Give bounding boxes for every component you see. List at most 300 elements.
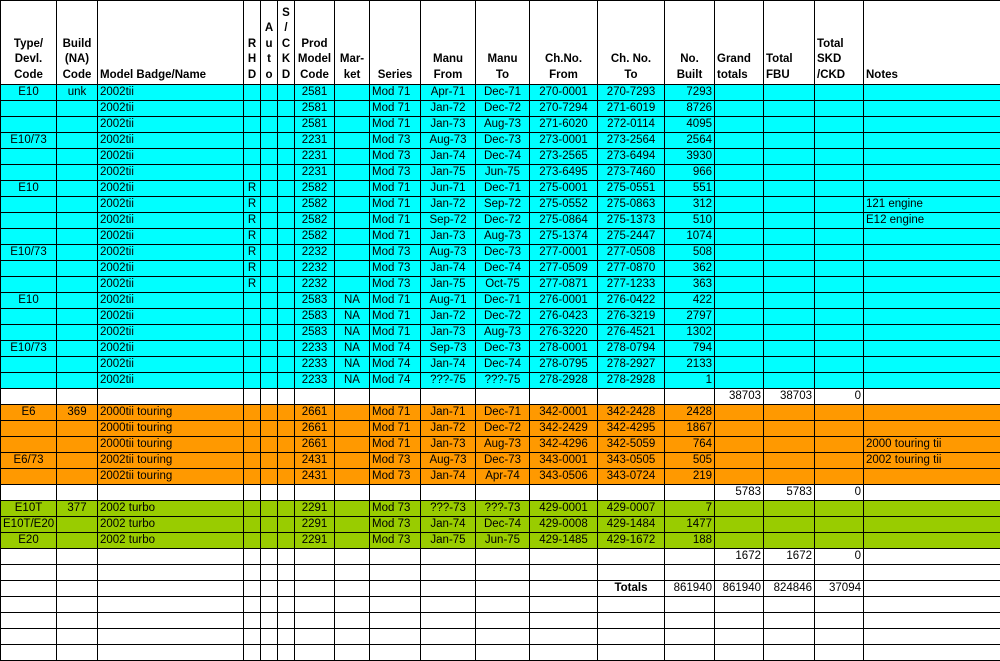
cell-skd — [815, 597, 864, 613]
cell-model: 2002tii — [98, 261, 244, 277]
cell-chto: 278-2928 — [598, 373, 665, 389]
cell-grand — [715, 133, 764, 149]
cell-rhd: R — [244, 245, 261, 261]
cell-rhd — [244, 133, 261, 149]
cell-to — [476, 613, 530, 629]
cell-model: 2002tii — [98, 245, 244, 261]
cell-auto — [261, 101, 278, 117]
table-row — [1, 501, 1000, 517]
cell-fbu — [764, 437, 815, 453]
cell-prod — [295, 389, 335, 405]
cell-fbu — [764, 325, 815, 341]
cell-type: E10/73 — [1, 341, 57, 357]
cell-grand — [715, 245, 764, 261]
cell-chto: 276-3219 — [598, 309, 665, 325]
cell-sckd — [278, 549, 295, 565]
cell-model: 2002 turbo — [98, 501, 244, 517]
cell-prod: 2581 — [295, 117, 335, 133]
cell-type — [1, 629, 57, 645]
cell-prod: 2582 — [295, 181, 335, 197]
cell-from: Jan-72 — [421, 197, 476, 213]
cell-chfrom: 429-1485 — [530, 533, 598, 549]
cell-sckd — [278, 405, 295, 421]
cell-auto — [261, 309, 278, 325]
cell-auto — [261, 405, 278, 421]
header-fbu: Total FBU — [764, 1, 815, 85]
cell-type — [1, 421, 57, 437]
cell-built: 794 — [665, 341, 715, 357]
table-row — [1, 565, 1000, 581]
cell-rhd — [244, 549, 261, 565]
cell-series — [370, 389, 421, 405]
cell-series: Mod 71 — [370, 437, 421, 453]
cell-auto — [261, 341, 278, 357]
cell-notes — [864, 341, 1000, 357]
cell-build — [57, 245, 98, 261]
cell-rhd: R — [244, 197, 261, 213]
cell-from: Sep-72 — [421, 213, 476, 229]
cell-built: 1477 — [665, 517, 715, 533]
cell-notes — [864, 165, 1000, 181]
cell-sckd — [278, 485, 295, 501]
cell-to — [476, 389, 530, 405]
cell-notes — [864, 581, 1000, 597]
cell-to: Aug-73 — [476, 437, 530, 453]
cell-from: Jan-73 — [421, 325, 476, 341]
cell-type — [1, 357, 57, 373]
cell-notes — [864, 85, 1000, 101]
cell-chto: 278-2927 — [598, 357, 665, 373]
cell-market — [335, 181, 370, 197]
cell-grand: 38703 — [715, 389, 764, 405]
cell-type — [1, 469, 57, 485]
cell-chto: 276-4521 — [598, 325, 665, 341]
cell-auto — [261, 389, 278, 405]
cell-skd — [815, 165, 864, 181]
cell-from: Jan-75 — [421, 533, 476, 549]
cell-model: 2002tii — [98, 197, 244, 213]
cell-auto — [261, 453, 278, 469]
cell-fbu — [764, 117, 815, 133]
cell-built: 2797 — [665, 309, 715, 325]
cell-sckd — [278, 293, 295, 309]
cell-market — [335, 549, 370, 565]
cell-sckd — [278, 373, 295, 389]
cell-type — [1, 261, 57, 277]
cell-market — [335, 453, 370, 469]
cell-auto — [261, 517, 278, 533]
cell-prod: 2582 — [295, 229, 335, 245]
cell-prod: 2231 — [295, 165, 335, 181]
cell-from: ???-75 — [421, 373, 476, 389]
cell-series: Mod 73 — [370, 149, 421, 165]
cell-model: 2002 turbo — [98, 533, 244, 549]
cell-type — [1, 309, 57, 325]
cell-series — [370, 565, 421, 581]
cell-chfrom — [530, 629, 598, 645]
cell-market — [335, 277, 370, 293]
cell-chfrom — [530, 613, 598, 629]
cell-to: Dec-71 — [476, 293, 530, 309]
cell-rhd: R — [244, 213, 261, 229]
cell-to — [476, 565, 530, 581]
cell-to: Aug-73 — [476, 325, 530, 341]
cell-model: 2002tii — [98, 133, 244, 149]
cell-series: Mod 71 — [370, 85, 421, 101]
cell-market — [335, 485, 370, 501]
cell-skd — [815, 309, 864, 325]
cell-auto — [261, 437, 278, 453]
cell-fbu — [764, 261, 815, 277]
cell-series — [370, 485, 421, 501]
cell-notes — [864, 533, 1000, 549]
cell-chto: 342-5059 — [598, 437, 665, 453]
cell-prod: 2583 — [295, 293, 335, 309]
header-sckd: S / C K D — [278, 1, 295, 85]
cell-skd — [815, 293, 864, 309]
cell-fbu: 1672 — [764, 549, 815, 565]
cell-from: Jan-74 — [421, 149, 476, 165]
cell-chto — [598, 629, 665, 645]
cell-rhd — [244, 293, 261, 309]
cell-market — [335, 613, 370, 629]
cell-to: ???-75 — [476, 373, 530, 389]
cell-prod: 2661 — [295, 421, 335, 437]
cell-market: NA — [335, 293, 370, 309]
cell-grand — [715, 597, 764, 613]
cell-series: Mod 74 — [370, 373, 421, 389]
cell-series: Mod 71 — [370, 405, 421, 421]
cell-chto: 273-7460 — [598, 165, 665, 181]
cell-sckd — [278, 197, 295, 213]
cell-from: Jan-73 — [421, 117, 476, 133]
table-row — [1, 277, 1000, 293]
cell-grand — [715, 149, 764, 165]
cell-build — [57, 389, 98, 405]
cell-type — [1, 213, 57, 229]
cell-built: 362 — [665, 261, 715, 277]
cell-market — [335, 501, 370, 517]
cell-chfrom: 343-0001 — [530, 453, 598, 469]
cell-fbu — [764, 533, 815, 549]
cell-build — [57, 453, 98, 469]
cell-sckd — [278, 309, 295, 325]
cell-model: 2002tii — [98, 165, 244, 181]
table-row — [1, 485, 1000, 501]
cell-chfrom: 429-0001 — [530, 501, 598, 517]
cell-sckd — [278, 437, 295, 453]
cell-chto: 343-0724 — [598, 469, 665, 485]
cell-built: 219 — [665, 469, 715, 485]
cell-series — [370, 549, 421, 565]
cell-series: Mod 71 — [370, 101, 421, 117]
cell-chto: 278-0794 — [598, 341, 665, 357]
cell-notes: E12 engine — [864, 213, 1000, 229]
cell-model: 2002tii touring — [98, 453, 244, 469]
cell-fbu — [764, 405, 815, 421]
cell-model: 2002tii — [98, 309, 244, 325]
cell-model: 2002tii — [98, 277, 244, 293]
cell-chfrom — [530, 565, 598, 581]
cell-chfrom — [530, 549, 598, 565]
cell-build — [57, 485, 98, 501]
cell-skd — [815, 517, 864, 533]
cell-to: Aug-73 — [476, 117, 530, 133]
cell-auto — [261, 293, 278, 309]
cell-auto — [261, 85, 278, 101]
cell-prod: 2291 — [295, 533, 335, 549]
cell-type: E6 — [1, 405, 57, 421]
cell-market — [335, 101, 370, 117]
cell-prod — [295, 549, 335, 565]
cell-from: Jun-71 — [421, 181, 476, 197]
cell-market — [335, 229, 370, 245]
table-row — [1, 373, 1000, 389]
cell-auto — [261, 261, 278, 277]
cell-market — [335, 149, 370, 165]
cell-auto — [261, 213, 278, 229]
cell-model — [98, 613, 244, 629]
cell-rhd: R — [244, 229, 261, 245]
cell-auto — [261, 181, 278, 197]
table-row — [1, 549, 1000, 565]
cell-prod: 2661 — [295, 405, 335, 421]
cell-skd — [815, 197, 864, 213]
cell-prod: 2581 — [295, 101, 335, 117]
cell-grand — [715, 85, 764, 101]
cell-chfrom: 429-0008 — [530, 517, 598, 533]
header-prod: Prod Model Code — [295, 1, 335, 85]
cell-built: 188 — [665, 533, 715, 549]
cell-from — [421, 389, 476, 405]
cell-auto — [261, 165, 278, 181]
cell-auto — [261, 485, 278, 501]
cell-rhd: R — [244, 181, 261, 197]
cell-prod: 2291 — [295, 517, 335, 533]
cell-skd — [815, 565, 864, 581]
cell-sckd — [278, 101, 295, 117]
cell-skd — [815, 501, 864, 517]
cell-grand — [715, 325, 764, 341]
cell-fbu — [764, 501, 815, 517]
cell-rhd — [244, 149, 261, 165]
cell-notes — [864, 149, 1000, 165]
cell-market — [335, 421, 370, 437]
cell-chfrom: 277-0871 — [530, 277, 598, 293]
cell-series: Mod 73 — [370, 517, 421, 533]
cell-series: Mod 73 — [370, 165, 421, 181]
cell-sckd — [278, 357, 295, 373]
table-row — [1, 197, 1000, 213]
table-row — [1, 389, 1000, 405]
cell-built: 7293 — [665, 85, 715, 101]
cell-build — [57, 597, 98, 613]
cell-type: E20 — [1, 533, 57, 549]
cell-chfrom: 343-0506 — [530, 469, 598, 485]
cell-grand — [715, 533, 764, 549]
cell-prod: 2232 — [295, 245, 335, 261]
cell-rhd — [244, 469, 261, 485]
cell-notes — [864, 229, 1000, 245]
cell-prod — [295, 485, 335, 501]
header-from: Manu From — [421, 1, 476, 85]
cell-grand: 861940 — [715, 581, 764, 597]
cell-chfrom: 275-0001 — [530, 181, 598, 197]
cell-sckd — [278, 389, 295, 405]
cell-chfrom: 275-0552 — [530, 197, 598, 213]
cell-skd — [815, 613, 864, 629]
cell-skd — [815, 629, 864, 645]
cell-rhd — [244, 373, 261, 389]
cell-rhd: R — [244, 261, 261, 277]
cell-type: E10/73 — [1, 133, 57, 149]
table-row — [1, 325, 1000, 341]
cell-rhd — [244, 309, 261, 325]
cell-prod: 2582 — [295, 213, 335, 229]
cell-grand — [715, 277, 764, 293]
cell-build — [57, 421, 98, 437]
cell-type — [1, 277, 57, 293]
cell-model: 2000tii touring — [98, 421, 244, 437]
cell-sckd — [278, 629, 295, 645]
cell-to: Dec-74 — [476, 149, 530, 165]
cell-skd — [815, 101, 864, 117]
cell-series: Mod 73 — [370, 469, 421, 485]
cell-to: Aug-73 — [476, 229, 530, 245]
cell-rhd — [244, 581, 261, 597]
header-grand: Grand totals — [715, 1, 764, 85]
cell-model: 2002tii — [98, 373, 244, 389]
cell-market — [335, 565, 370, 581]
cell-model — [98, 581, 244, 597]
table-row — [1, 453, 1000, 469]
cell-type — [1, 149, 57, 165]
cell-notes — [864, 613, 1000, 629]
cell-built: 1867 — [665, 421, 715, 437]
cell-chfrom: 277-0509 — [530, 261, 598, 277]
cell-sckd — [278, 501, 295, 517]
cell-sckd — [278, 117, 295, 133]
cell-chto: 275-0863 — [598, 197, 665, 213]
cell-from: Jan-74 — [421, 357, 476, 373]
cell-chto — [598, 389, 665, 405]
cell-skd — [815, 149, 864, 165]
cell-build — [57, 229, 98, 245]
cell-chfrom: 271-6020 — [530, 117, 598, 133]
cell-prod — [295, 597, 335, 613]
cell-to — [476, 597, 530, 613]
cell-chto: 276-0422 — [598, 293, 665, 309]
cell-fbu — [764, 453, 815, 469]
cell-prod: 2582 — [295, 197, 335, 213]
cell-chto: 277-0870 — [598, 261, 665, 277]
cell-from: Sep-73 — [421, 341, 476, 357]
cell-build — [57, 517, 98, 533]
cell-notes — [864, 293, 1000, 309]
cell-prod — [295, 565, 335, 581]
cell-market — [335, 389, 370, 405]
cell-market — [335, 245, 370, 261]
cell-skd: 0 — [815, 389, 864, 405]
cell-fbu — [764, 197, 815, 213]
cell-series: Mod 73 — [370, 277, 421, 293]
cell-built: 508 — [665, 245, 715, 261]
cell-to — [476, 581, 530, 597]
table-row — [1, 165, 1000, 181]
cell-notes — [864, 325, 1000, 341]
cell-to: Dec-71 — [476, 85, 530, 101]
cell-model: 2002tii — [98, 85, 244, 101]
cell-grand: 1672 — [715, 549, 764, 565]
cell-series: Mod 73 — [370, 533, 421, 549]
table-row — [1, 181, 1000, 197]
cell-skd — [815, 117, 864, 133]
cell-skd — [815, 469, 864, 485]
cell-chfrom: 342-2429 — [530, 421, 598, 437]
cell-built: 1074 — [665, 229, 715, 245]
cell-from — [421, 549, 476, 565]
cell-fbu: 824846 — [764, 581, 815, 597]
cell-build — [57, 293, 98, 309]
header-to: Manu To — [476, 1, 530, 85]
cell-from — [421, 581, 476, 597]
cell-notes — [864, 373, 1000, 389]
cell-sckd — [278, 565, 295, 581]
cell-from — [421, 485, 476, 501]
cell-prod: 2232 — [295, 277, 335, 293]
cell-rhd — [244, 501, 261, 517]
cell-from: Jan-73 — [421, 437, 476, 453]
cell-type — [1, 437, 57, 453]
cell-from: Jan-75 — [421, 277, 476, 293]
cell-prod: 2431 — [295, 469, 335, 485]
cell-market — [335, 581, 370, 597]
cell-notes — [864, 101, 1000, 117]
cell-notes — [864, 405, 1000, 421]
cell-auto — [261, 613, 278, 629]
cell-skd — [815, 133, 864, 149]
cell-grand — [715, 373, 764, 389]
cell-rhd — [244, 613, 261, 629]
cell-series: Mod 73 — [370, 261, 421, 277]
table-row — [1, 293, 1000, 309]
cell-model — [98, 389, 244, 405]
cell-type — [1, 485, 57, 501]
cell-skd — [815, 405, 864, 421]
cell-series: Mod 71 — [370, 293, 421, 309]
cell-sckd — [278, 453, 295, 469]
cell-type: E6/73 — [1, 453, 57, 469]
cell-chfrom: 275-0864 — [530, 213, 598, 229]
cell-fbu — [764, 357, 815, 373]
cell-chto — [598, 485, 665, 501]
cell-grand — [715, 453, 764, 469]
cell-built: 4095 — [665, 117, 715, 133]
cell-notes — [864, 517, 1000, 533]
cell-market — [335, 213, 370, 229]
table-row — [1, 357, 1000, 373]
cell-skd — [815, 277, 864, 293]
cell-grand — [715, 613, 764, 629]
cell-rhd — [244, 117, 261, 133]
cell-build — [57, 165, 98, 181]
cell-chfrom: 270-7294 — [530, 101, 598, 117]
cell-built: 1 — [665, 373, 715, 389]
table-row — [1, 421, 1000, 437]
cell-from: Jan-72 — [421, 309, 476, 325]
cell-chto: 429-0007 — [598, 501, 665, 517]
cell-rhd — [244, 517, 261, 533]
